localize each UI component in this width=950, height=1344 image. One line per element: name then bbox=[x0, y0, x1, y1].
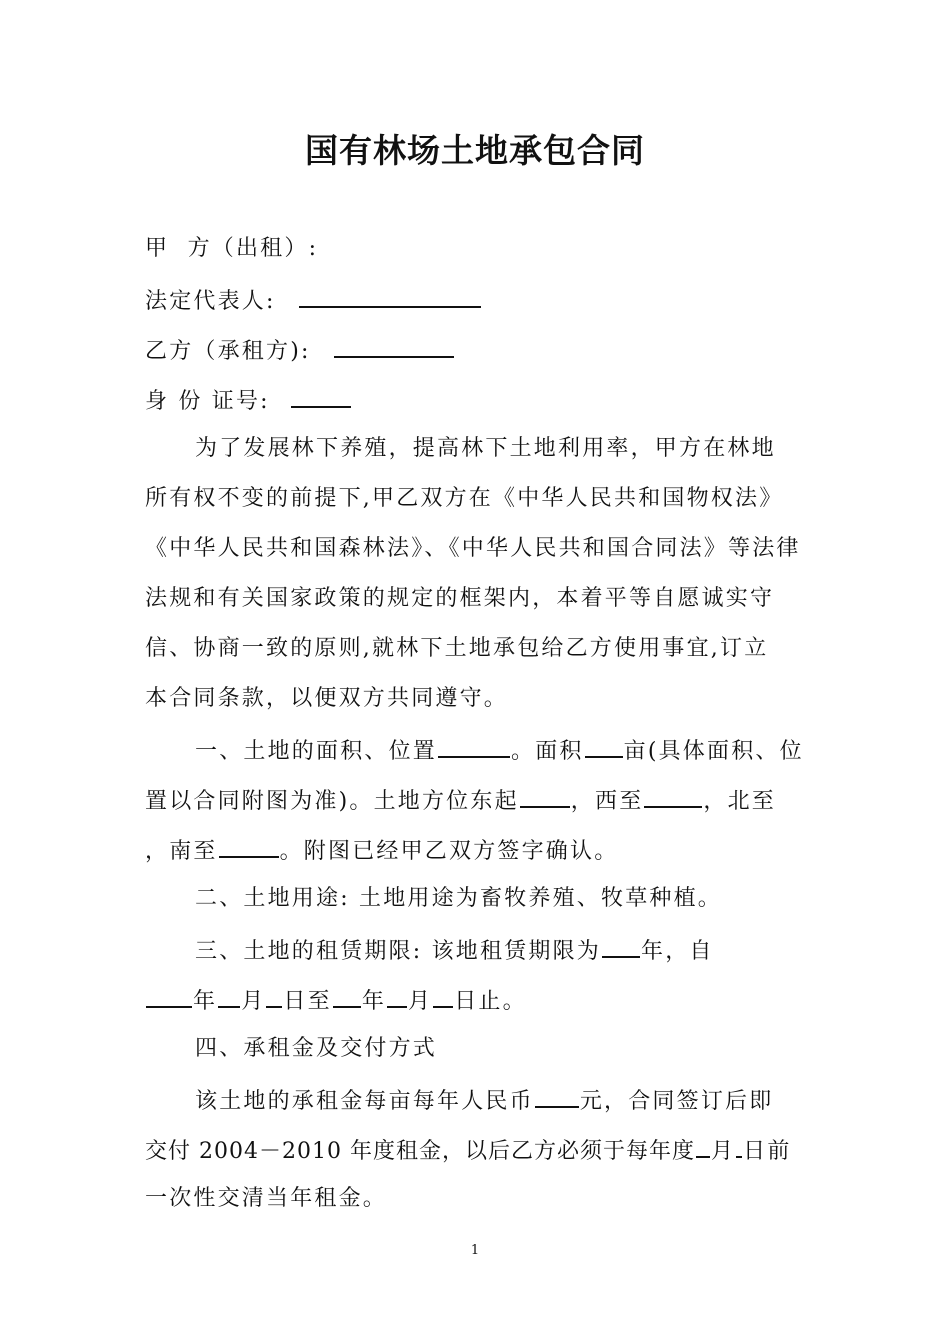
area-blank bbox=[585, 734, 623, 758]
term-years-blank bbox=[602, 934, 640, 958]
clause-1-text: 置以合同附图为准)。土地方位东起 bbox=[145, 789, 519, 814]
legal-rep-label: 法定代表人: bbox=[145, 289, 276, 314]
south-blank bbox=[219, 834, 279, 858]
preamble-line: 信、协商一致的原则,就林下土地承包给乙方使用事宜,订立 bbox=[145, 636, 769, 661]
west-blank bbox=[644, 784, 702, 808]
clause-3-line bbox=[145, 934, 865, 967]
party-a-line bbox=[145, 234, 815, 264]
payment-month-blank bbox=[696, 1134, 710, 1158]
rent-amount-blank bbox=[535, 1084, 579, 1108]
end-day-blank bbox=[433, 984, 453, 1008]
clause-4-text: 元，合同签订后即 bbox=[579, 1089, 774, 1114]
clause-1-text: ，西至 bbox=[570, 789, 644, 814]
clause-1-text: 一、土地的面积、位置 bbox=[195, 739, 438, 764]
id-number-blank bbox=[291, 384, 351, 408]
clause-4-text: 交付 2004－2010 年度租金，以后乙方必须于每年度 bbox=[145, 1139, 695, 1164]
clause-1-line bbox=[145, 784, 815, 817]
end-year-blank bbox=[333, 984, 361, 1008]
clause-3-text: 年 bbox=[361, 989, 387, 1014]
clause-3-text: 三、土地的租赁期限: 该地租赁期限为 bbox=[195, 939, 602, 964]
clause-3-text: 年 bbox=[193, 989, 218, 1014]
legal-rep-blank bbox=[299, 284, 481, 308]
clause-4-line bbox=[145, 1084, 865, 1117]
location-blank bbox=[438, 734, 510, 758]
clause-1-text: 。附图已经甲乙双方签字确认。 bbox=[279, 839, 619, 864]
clause-4-text: 该土地的承租金每亩每年人民币 bbox=[195, 1089, 534, 1114]
clause-3-text: 日至 bbox=[283, 989, 332, 1014]
preamble-line: 法规和有关国家政策的规定的框架内，本着平等自愿诚实守 bbox=[145, 586, 775, 611]
clause-4-heading: 四、承租金及交付方式 bbox=[195, 1036, 438, 1061]
preamble-line: 本合同条款，以便双方共同遵守。 bbox=[145, 686, 509, 711]
clause-4-text: 日前 bbox=[743, 1139, 792, 1164]
start-month-blank bbox=[218, 984, 240, 1008]
east-blank bbox=[520, 784, 570, 808]
clause-3-line bbox=[145, 984, 815, 1017]
end-month-blank bbox=[387, 984, 407, 1008]
party-a-label: 甲 方（出租）: bbox=[145, 236, 319, 261]
legal-rep-line bbox=[145, 284, 815, 317]
start-year-blank bbox=[146, 984, 192, 1008]
clause-3-text: 日止。 bbox=[454, 989, 527, 1014]
clause-2-line: 二、土地用途: 土地用途为畜牧养殖、牧草种植。 bbox=[195, 886, 723, 911]
clause-1-text: ，南至 bbox=[145, 839, 218, 864]
preamble-line: 为了发展林下养殖，提高林下土地利用率，甲方在林地 bbox=[195, 436, 776, 461]
clause-3-text: 月 bbox=[408, 989, 433, 1014]
clause-1-line bbox=[145, 734, 865, 767]
clause-4-text: 月 bbox=[710, 1139, 736, 1164]
party-b-line bbox=[145, 334, 815, 367]
clause-3-text: 年，自 bbox=[641, 939, 714, 964]
clause-4-line: 一次性交清当年租金。 bbox=[145, 1186, 388, 1211]
clause-1-text: 。面积 bbox=[511, 739, 584, 764]
preamble-line: 《中华人民共和国森林法》、《中华人民共和国合同法》等法律 bbox=[145, 536, 801, 561]
clause-3-text: 月 bbox=[241, 989, 266, 1014]
clause-1-text: ，北至 bbox=[703, 789, 777, 814]
document-title: 国有林场土地承包合同 bbox=[305, 131, 645, 170]
party-b-label: 乙方（承租方): bbox=[145, 339, 311, 364]
payment-day-blank bbox=[736, 1134, 742, 1158]
preamble-line: 所有权不变的前提下,甲乙双方在《中华人民共和国物权法》 bbox=[145, 486, 784, 511]
clause-1-line bbox=[145, 834, 815, 867]
party-b-blank bbox=[334, 334, 454, 358]
start-day-blank bbox=[266, 984, 282, 1008]
page-number: 1 bbox=[470, 1243, 480, 1258]
id-number-label: 身 份 证号: bbox=[145, 389, 270, 414]
clause-1-text: 亩(具体面积、位 bbox=[623, 739, 804, 764]
id-number-line bbox=[145, 384, 815, 417]
clause-4-line bbox=[145, 1134, 815, 1167]
